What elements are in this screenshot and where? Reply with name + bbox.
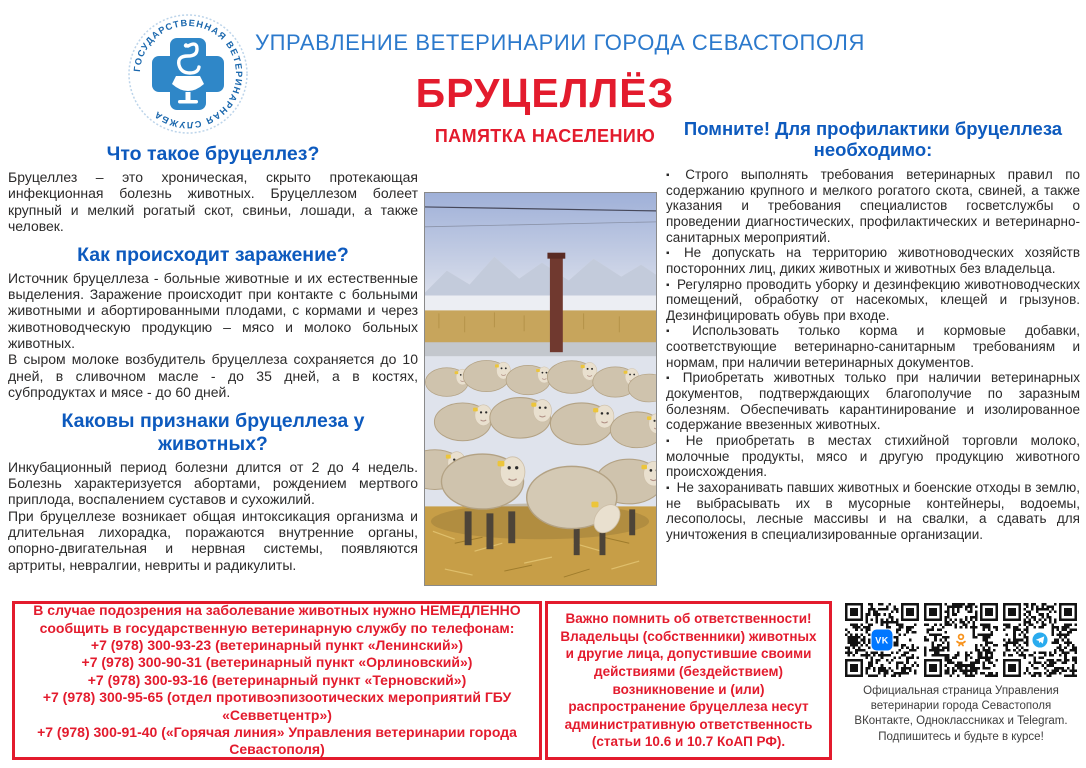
section-heading-what-is: Что такое бруцеллез? (106, 143, 320, 165)
bullet-marker: ▪ (666, 483, 670, 495)
bullet-marker: ▪ (666, 279, 671, 291)
bullet-marker: ▪ (666, 248, 677, 260)
bullet-item: ▪ Не захоранивать павших животных и боенские отходы в землю, не выбрасывать их в мусорные контейнеры, водоемы, лесополосы, лесные массивы и на свалки, а сдавать для уничтожения в специализированные организации. (666, 480, 1080, 542)
telegram-icon (1030, 630, 1051, 651)
social-panel (842, 603, 1080, 745)
bullet-item: ▪ Не допускать на территорию животноводческих хозяйств посторонних лиц, диких животных и животных без владельца. (666, 245, 1080, 276)
page-subtitle: ПАМЯТКА НАСЕЛЕНИЮ (434, 126, 656, 146)
phone-line: +7 (978) 300-90-31 (ветеринарный пункт «Орлиновский») (81, 654, 473, 671)
emergency-intro: В случае подозрения на заболевание животных нужно НЕМЕДЛЕННО сообщить в государственную ветеринарную службу по телефонам: (33, 602, 521, 636)
phone-line: +7 (978) 300-93-23 (ветеринарный пункт «Ленинский») (90, 637, 464, 654)
qr-code-vk (845, 603, 919, 677)
emergency-box (12, 601, 542, 760)
bullet-item: ▪ Строго выполнять требования ветеринарных правил по содержанию крупного и мелкого рогатого скота, свиней, а также указания и требования специалистов госветслужбы о проведении диагностических, профилактических и ветеринарно-санитарных мероприятий. (666, 166, 1081, 245)
org-title: УПРАВЛЕНИЕ ВЕТЕРИНАРИИ ГОРОДА СЕВАСТОПОЛЯ (255, 30, 865, 55)
phone-line: +7 (978) 300-93-16 (ветеринарный пункт «Терновский») (87, 671, 467, 688)
section-heading-signs: Каковы признаки бруцеллеза у животных? (61, 409, 365, 455)
right-column (666, 118, 1080, 543)
veterinary-logo (126, 12, 250, 136)
bullet-item: ▪ Регулярно проводить уборку и дезинфекцию животноводческих помещений, обработку от насекомых, клещей и грызунов. Дезинфицировать обувь при входе. (666, 276, 1080, 323)
section-heading-prevention: Помните! Для профилактики бруцеллеза необходимо: (683, 118, 1063, 161)
responsibility-box (545, 601, 832, 760)
phone-line: +7 (978) 300-95-65 (отдел противоэпизоотических мероприятий ГБУ «Севветцентр») (42, 689, 512, 723)
paragraph: В сыром молоке возбудитель бруцеллеза сохраняется до 10 дней, в сливочном масле - до 35 дней, а в костях, субпродуктах и мясе - до 60 дней. (8, 351, 418, 401)
phone-line: +7 (978) 300-91-40 («Горячая линия» Управления ветеринарии города Севастополя) (37, 723, 517, 758)
qr-code-ok (924, 603, 998, 677)
logo-ring-text: ГОСУДАРСТВЕННАЯ ВЕТЕРИНАРНАЯ СЛУЖБА (131, 17, 245, 131)
bullet-item: ▪ Использовать только корма и кормовые добавки, соответствующие ветеринарно-санитарным требованиям и нормам, при наличии ветеринарных документов. (666, 323, 1080, 370)
page-title: БРУЦЕЛЛЁЗ (415, 70, 675, 116)
bullet-marker: ▪ (666, 169, 679, 181)
paragraph: Источник бруцеллеза - больные животные и их естественные выделения. Заражение происходит при контакте с больными животными и абортированными плодами, с кормами и через животноводческую продукцию – мясо и молоко больных животных. (8, 269, 418, 351)
responsibility-heading: Важно помнить об ответственности! (565, 611, 812, 627)
bullet-marker: ▪ (666, 436, 679, 448)
bullet-marker: ▪ (666, 373, 676, 385)
sheep-flock-photo (424, 192, 657, 586)
section-heading-infection: Как происходит заражение? (77, 243, 349, 266)
paragraph: Инкубационный период болезни длится от 2 до 4 недель. Болезнь характеризуется абортами, рождением мертвого приплода, воспалением суставов и сухожилий. (8, 458, 418, 508)
vk-icon: VK (872, 630, 893, 651)
left-column (8, 143, 418, 573)
social-caption: Официальная страница Управления ветеринарии города Севастополя ВКонтакте, Одноклассниках и Telegram. Подпишитесь и будьте в курсе! (854, 685, 1068, 743)
bullet-item: ▪ Приобретать животных только при наличии ветеринарных документов, подтверждающих благополучие по заразным болезням. Обеспечивать карантинирование и изолированное содержание ввезенных животных. (666, 370, 1081, 433)
bullet-item: ▪ Не приобретать в местах стихийной торговли молоко, молочные продукты, мясо и другую продукцию животного происхождения. (666, 433, 1081, 480)
ok-icon (951, 630, 972, 651)
paragraph: При бруцеллезе возникает общая интоксикация организма и длительная лихорадка, поражаются внутренние органы, опорно-двигательная и нервная системы, появляются артриты, невралгии, невриты и радикулиты. (8, 507, 418, 573)
responsibility-text: Владельцы (собственники) животных и другие лица, допустившие своими действиями (бездействием) возникновение и (или) распространение бруцеллеза несут административную ответственность (статьи 10.6 и 10.7 КоАП РФ). (560, 628, 817, 750)
bullet-marker: ▪ (666, 326, 686, 338)
paragraph: Бруцеллез – это хроническая, скрыто протекающая инфекционная болезнь животных. Бруцеллезом болеет крупный и мелкий рогатый скот, свиньи, лошади, а также человек. (8, 169, 418, 235)
qr-code-telegram (1003, 603, 1077, 677)
